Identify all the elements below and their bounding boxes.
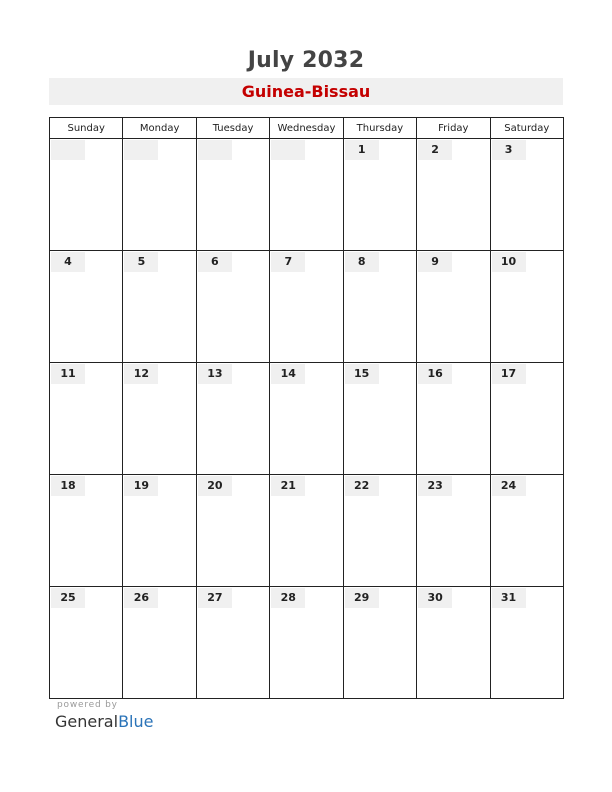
day-number: 22 (345, 476, 379, 496)
generalblue-logo[interactable] (55, 712, 153, 731)
day-cell (270, 475, 343, 587)
day-cell (343, 475, 416, 587)
day-cell (196, 363, 269, 475)
day-cell (343, 587, 416, 699)
day-cell (417, 251, 490, 363)
day-cell (270, 587, 343, 699)
day-cell (50, 251, 123, 363)
day-number: 17 (492, 364, 526, 384)
day-cell (123, 139, 196, 251)
day-cell (50, 139, 123, 251)
day-cell (270, 139, 343, 251)
day-cell (417, 475, 490, 587)
day-number: 15 (345, 364, 379, 384)
day-number (51, 140, 85, 160)
day-number (198, 140, 232, 160)
day-number: 16 (418, 364, 452, 384)
week-row (50, 251, 564, 363)
day-number: 12 (124, 364, 158, 384)
day-cell (50, 363, 123, 475)
day-number: 8 (345, 252, 379, 272)
day-number: 30 (418, 588, 452, 608)
day-number: 3 (492, 140, 526, 160)
day-cell (417, 587, 490, 699)
day-cell (196, 475, 269, 587)
day-cell (490, 363, 563, 475)
day-cell (50, 587, 123, 699)
day-number: 23 (418, 476, 452, 496)
day-number: 19 (124, 476, 158, 496)
day-number: 9 (418, 252, 452, 272)
day-cell (343, 139, 416, 251)
day-cell (196, 139, 269, 251)
day-number: 1 (345, 140, 379, 160)
day-cell (490, 139, 563, 251)
day-number: 6 (198, 252, 232, 272)
week-row (50, 587, 564, 699)
weekday-tuesday: Tuesday (196, 118, 269, 139)
day-number: 18 (51, 476, 85, 496)
weekday-header-row (50, 118, 564, 139)
day-number: 26 (124, 588, 158, 608)
day-number: 24 (492, 476, 526, 496)
brand-blue-text: Blue (118, 712, 154, 731)
day-number: 2 (418, 140, 452, 160)
day-cell (123, 251, 196, 363)
day-number: 28 (271, 588, 305, 608)
day-cell (270, 363, 343, 475)
day-number: 11 (51, 364, 85, 384)
weekday-friday: Friday (417, 118, 490, 139)
day-cell (343, 251, 416, 363)
powered-by-text: powered by (57, 700, 118, 710)
day-number: 7 (271, 252, 305, 272)
day-cell (123, 587, 196, 699)
day-cell (196, 587, 269, 699)
day-cell (123, 475, 196, 587)
day-number: 4 (51, 252, 85, 272)
day-cell (343, 363, 416, 475)
weekday-saturday: Saturday (490, 118, 563, 139)
day-number: 31 (492, 588, 526, 608)
day-number: 20 (198, 476, 232, 496)
day-number: 10 (492, 252, 526, 272)
day-number: 29 (345, 588, 379, 608)
day-number (271, 140, 305, 160)
country-banner: Guinea-Bissau (49, 78, 563, 105)
brand-general-text: General (55, 712, 119, 731)
day-number: 25 (51, 588, 85, 608)
weekday-thursday: Thursday (343, 118, 416, 139)
weekday-sunday: Sunday (50, 118, 123, 139)
day-cell (490, 587, 563, 699)
day-cell (417, 363, 490, 475)
day-cell (490, 475, 563, 587)
weekday-wednesday: Wednesday (270, 118, 343, 139)
weekday-monday: Monday (123, 118, 196, 139)
day-cell (123, 363, 196, 475)
day-cell (196, 251, 269, 363)
week-row (50, 475, 564, 587)
calendar-grid (49, 117, 564, 699)
week-row (50, 139, 564, 251)
day-cell (490, 251, 563, 363)
day-cell (270, 251, 343, 363)
day-cell (417, 139, 490, 251)
day-number: 14 (271, 364, 305, 384)
calendar-title: July 2032 (247, 48, 365, 73)
day-number (124, 140, 158, 160)
day-number: 21 (271, 476, 305, 496)
day-number: 5 (124, 252, 158, 272)
day-number: 27 (198, 588, 232, 608)
week-row (50, 363, 564, 475)
day-cell (50, 475, 123, 587)
day-number: 13 (198, 364, 232, 384)
